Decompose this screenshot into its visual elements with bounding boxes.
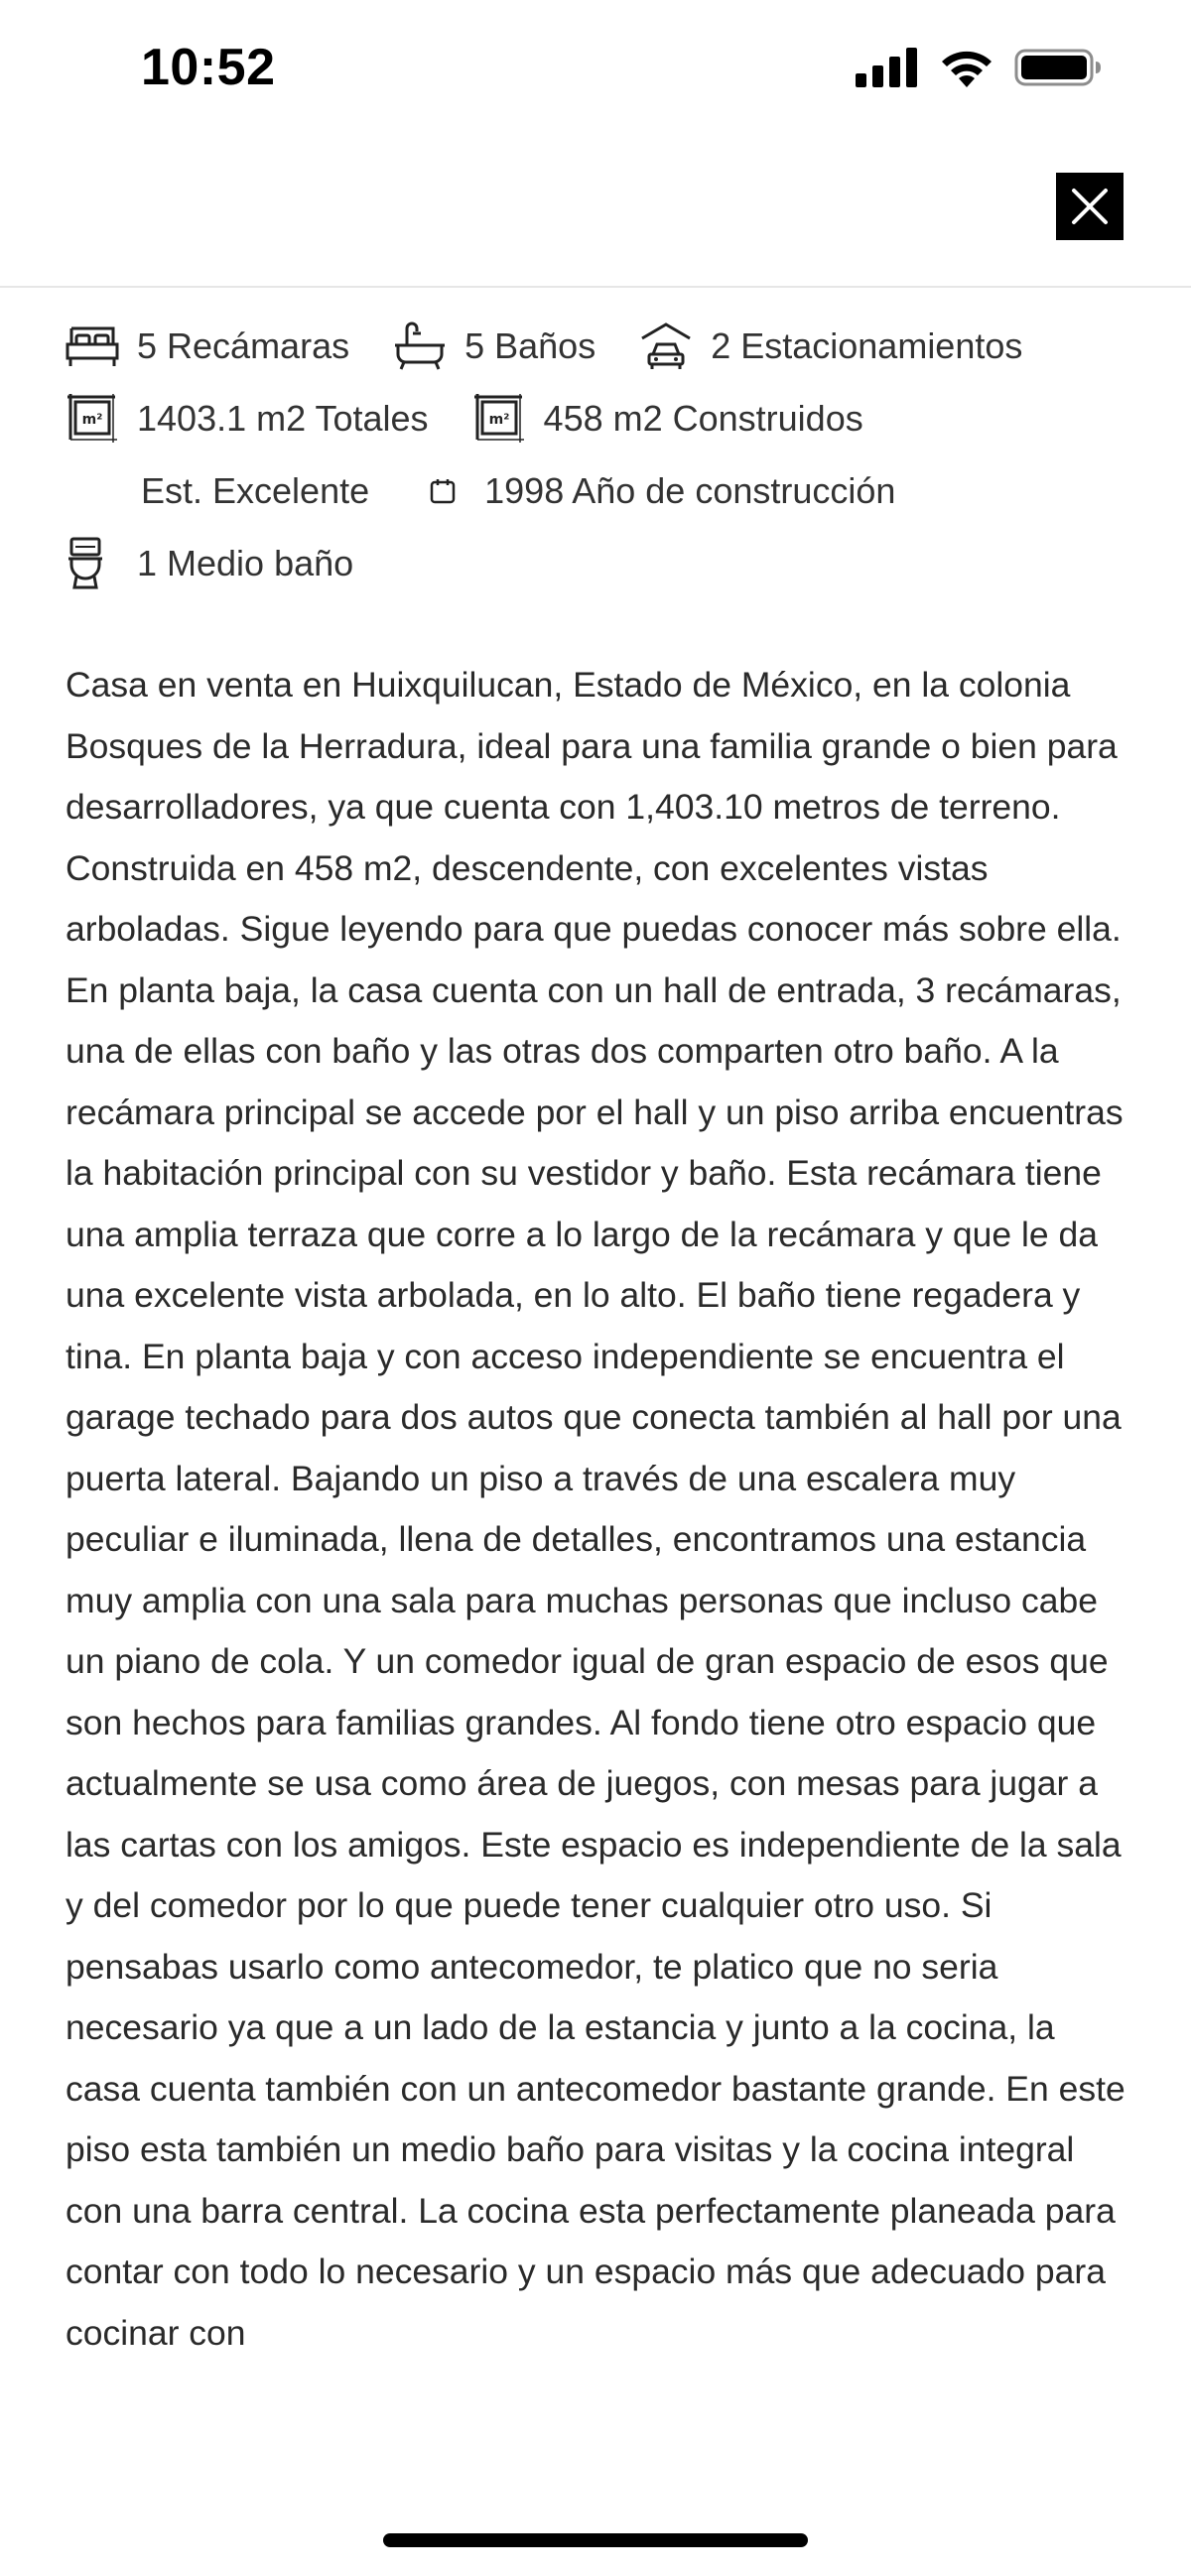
feature-label: 5 Recámaras bbox=[137, 324, 350, 366]
wifi-icon bbox=[939, 48, 994, 87]
close-icon bbox=[1070, 187, 1110, 226]
feature-half-bath bbox=[66, 536, 353, 591]
feature-label: 2 Estacionamientos bbox=[711, 324, 1023, 366]
feature-row bbox=[66, 527, 1157, 599]
header bbox=[0, 139, 1191, 288]
status-time: 10:52 bbox=[141, 39, 276, 96]
bed-icon bbox=[66, 319, 121, 374]
feature-year-built bbox=[399, 463, 895, 519]
calendar-icon bbox=[429, 463, 459, 519]
close-button[interactable] bbox=[1056, 173, 1124, 240]
feature-row bbox=[66, 382, 1157, 454]
feature-bathrooms bbox=[393, 319, 596, 374]
feature-label: 1 Medio baño bbox=[137, 542, 354, 583]
feature-condition bbox=[66, 470, 369, 512]
bathtub-icon bbox=[393, 319, 449, 374]
area-total-icon bbox=[66, 391, 121, 447]
feature-label: Est. Excelente bbox=[141, 469, 370, 511]
features-list bbox=[66, 310, 1157, 599]
feature-label: 1998 Año de construcción bbox=[484, 469, 896, 511]
battery-icon bbox=[1014, 48, 1102, 87]
feature-parking bbox=[639, 319, 1022, 374]
feature-label: 5 Baños bbox=[464, 324, 596, 366]
feature-bedrooms bbox=[66, 319, 349, 374]
area-built-icon bbox=[472, 391, 528, 447]
feature-label: 1403.1 m2 Totales bbox=[137, 397, 429, 439]
feature-row bbox=[66, 454, 1157, 527]
description-paragraph: En planta baja, la casa cuenta con un hall de entrada, 3 recámaras, una de ellas con baño y las otras dos comparten otro baño. A la recámara principal se accede por el hall y un piso arriba encuentras la habitación principal con su vestidor y baño. Esta recámara tiene una amplia terraza que corre a lo largo de la recámara y que le da una excelente vista arbolada, en lo alto. El baño tiene regadera y tina. En planta baja y con acceso independiente se encuentra el garage techado para dos autos que conecta también al hall por una puerta lateral. Bajando un piso a través de una escalera muy peculiar e iluminada, llena de detalles, encontramos una estancia muy amplia con una sala para muchas personas que incluso cabe un piano de cola. Y un comedor igual de gran espacio de esos que son hechos para familias grandes. Al fondo tiene otro espacio que actualmente se usa como área de juegos, con mesas para jugar a las cartas con los amigos. Este espacio es independiente de la sala y del comedor por lo que puede tener cualquier otro uso. Si pensabas usarlo como antecomedor, te platico que no seria necesario ya que a un lado de la estancia y junto a la cocina, la casa cuenta también con un antecomedor bastante grande. En este piso esta también un medio baño para visitas y la cocina integral con una barra central. La cocina esta perfectamente planeada para contar con todo lo necesario y un espacio más que adecuado para cocinar con bbox=[66, 969, 1125, 2353]
home-indicator[interactable] bbox=[383, 2533, 808, 2547]
property-description bbox=[66, 655, 1137, 2364]
svg-text:m²: m² bbox=[81, 411, 103, 428]
svg-text:m²: m² bbox=[488, 411, 509, 428]
toilet-icon bbox=[66, 536, 121, 591]
status-icons bbox=[856, 48, 1102, 87]
feature-built-area bbox=[472, 391, 863, 447]
signal-icon bbox=[856, 48, 919, 87]
garage-car-icon bbox=[639, 319, 695, 374]
status-bar bbox=[0, 0, 1191, 139]
description-paragraph: Casa en venta en Huixquilucan, Estado de México, en la colonia Bosques de la Herradura, ideal para una familia grande o bien para desarrolladores, ya que cuenta con 1,403.10 metros de terreno. Construida en 458 m2, descendente, con excelentes vistas arboladas. Sigue leyendo para que puedas conocer más sobre ella. bbox=[66, 665, 1122, 949]
feature-total-area bbox=[66, 391, 429, 447]
feature-row bbox=[66, 310, 1157, 382]
feature-label: 458 m2 Construidos bbox=[543, 397, 863, 439]
